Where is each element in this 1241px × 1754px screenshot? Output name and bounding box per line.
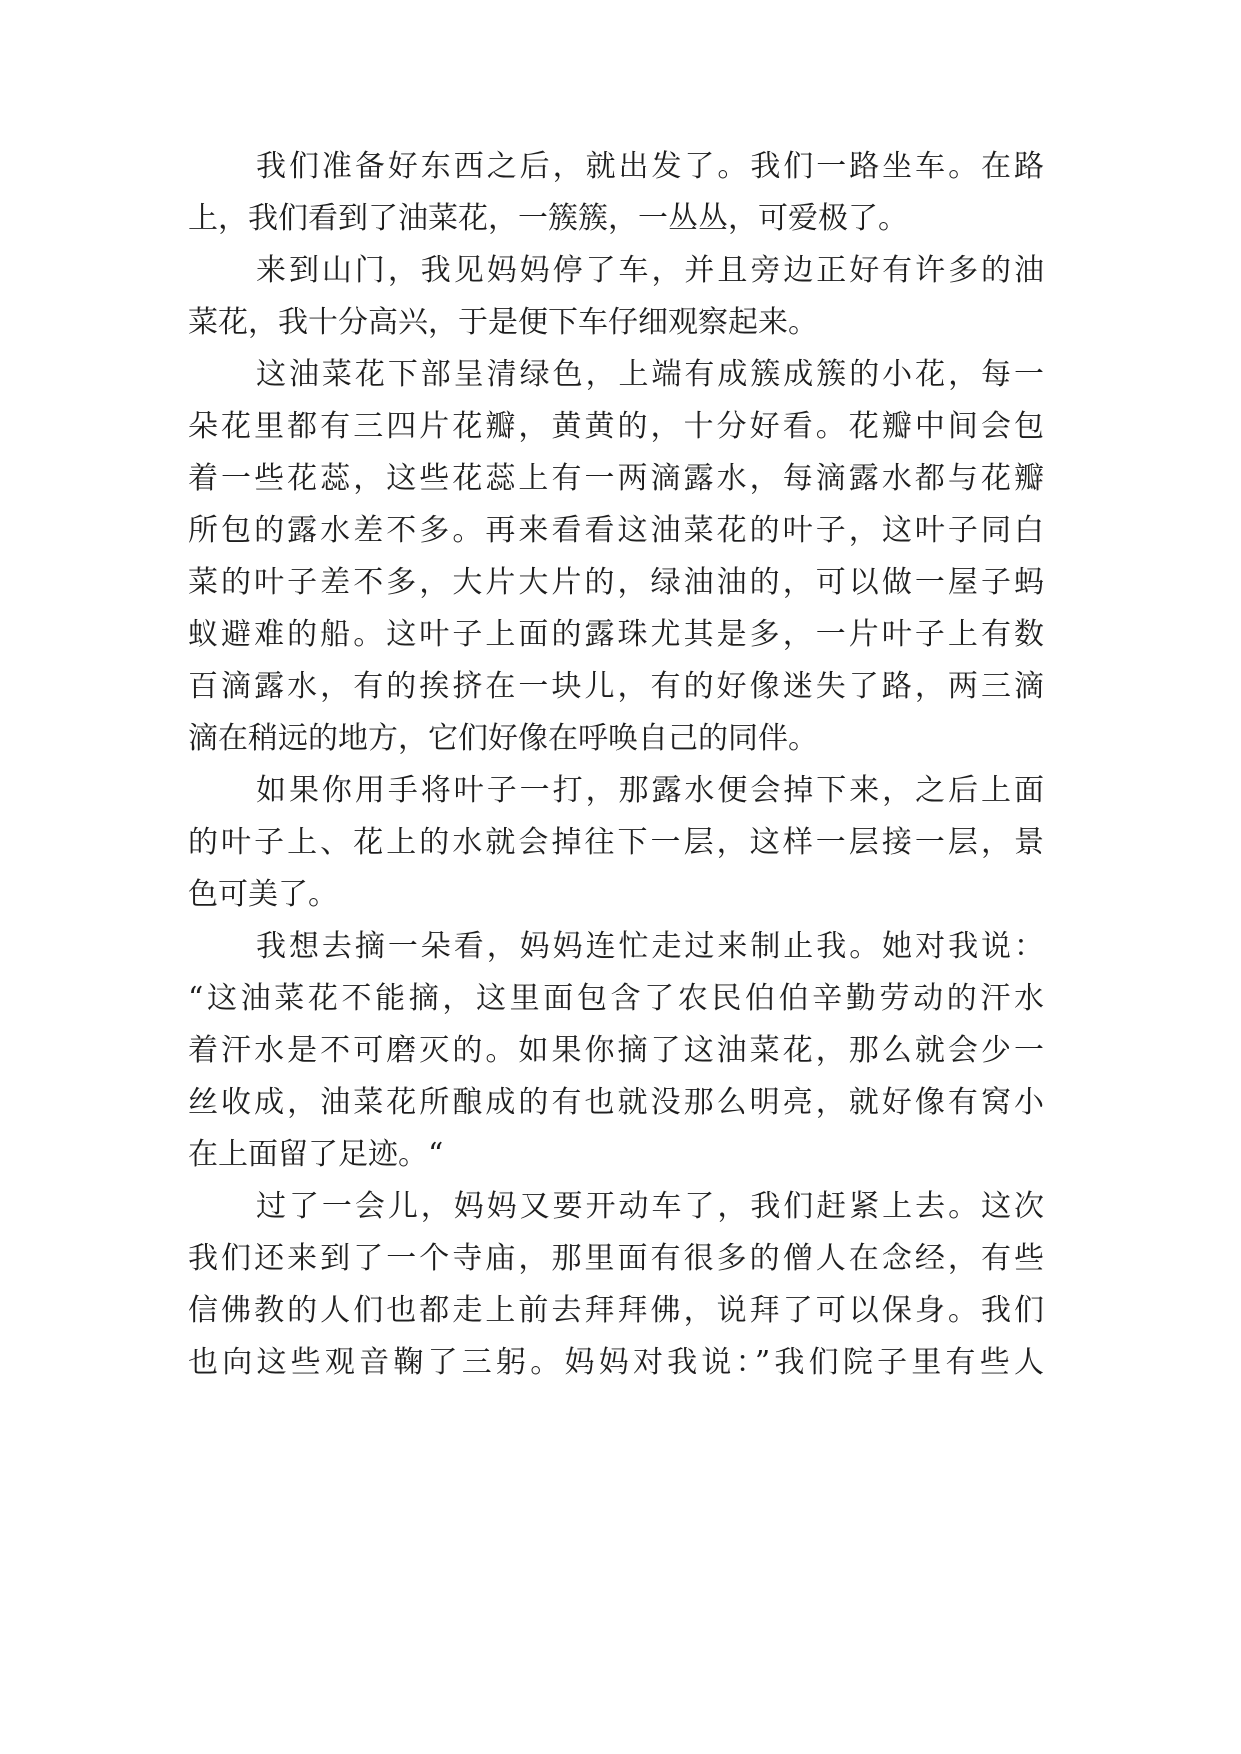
paragraph-3-line-1: 这油菜花下部呈清绿色，上端有成簇成簇的小花，每一	[256, 357, 1044, 392]
paragraph-3-line-3: 着一些花蕊，这些花蕊上有一两滴露水，每滴露水都与花瓣	[188, 461, 1044, 496]
paragraph-6-line-1: 过了一会儿，妈妈又要开动车了，我们赶紧上去。这次	[256, 1189, 1044, 1224]
paragraph-2-line-2: 菜花，我十分高兴，于是便下车仔细观察起来。	[188, 305, 818, 340]
paragraph-5-line-5: 在上面留了足迹。“	[188, 1137, 444, 1172]
paragraph-5-line-3: 着汗水是不可磨灭的。如果你摘了这油菜花，那么就会少一	[188, 1033, 1044, 1068]
paragraph-4-line-2: 的叶子上、花上的水就会掉往下一层，这样一层接一层，景	[188, 825, 1044, 860]
paragraph-4-line-3: 色可美了。	[188, 877, 338, 912]
paragraph-3-line-8: 滴在稍远的地方，它们好像在呼唤自己的同伴。	[188, 721, 818, 756]
paragraph-3-line-4: 所包的露水差不多。再来看看这油菜花的叶子，这叶子同白	[188, 513, 1044, 548]
paragraph-3-line-7: 百滴露水，有的挨挤在一块儿，有的好像迷失了路，两三滴	[188, 669, 1044, 704]
paragraph-3-line-2: 朵花里都有三四片花瓣，黄黄的，十分好看。花瓣中间会包	[188, 409, 1044, 444]
paragraph-1-line-1: 我们准备好东西之后，就出发了。我们一路坐车。在路	[256, 149, 1044, 184]
paragraph-4-line-1: 如果你用手将叶子一打，那露水便会掉下来，之后上面	[256, 773, 1044, 808]
paragraph-5-line-2: “这油菜花不能摘，这里面包含了农民伯伯辛勤劳动的汗水	[188, 981, 1044, 1016]
paragraph-6-line-3: 信佛教的人们也都走上前去拜拜佛，说拜了可以保身。我们	[188, 1293, 1044, 1328]
paragraph-3-line-6: 蚁避难的船。这叶子上面的露珠尤其是多，一片叶子上有数	[188, 617, 1044, 652]
paragraph-5-line-4: 丝收成，油菜花所酿成的有也就没那么明亮，就好像有窝小	[188, 1085, 1044, 1120]
paragraph-6-line-4: 也向这些观音鞠了三躬。妈妈对我说：”我们院子里有些人	[188, 1345, 1044, 1380]
paragraph-3-line-5: 菜的叶子差不多，大片大片的，绿油油的，可以做一屋子蚂	[188, 565, 1044, 600]
paragraph-6-line-2: 我们还来到了一个寺庙，那里面有很多的僧人在念经，有些	[188, 1241, 1044, 1276]
paragraph-2-line-1: 来到山门，我见妈妈停了车，并且旁边正好有许多的油	[256, 253, 1044, 288]
paragraph-1-line-2: 上，我们看到了油菜花，一簇簇，一丛丛，可爱极了。	[188, 201, 908, 236]
paragraph-5-line-1: 我想去摘一朵看，妈妈连忙走过来制止我。她对我说：	[256, 929, 1044, 964]
